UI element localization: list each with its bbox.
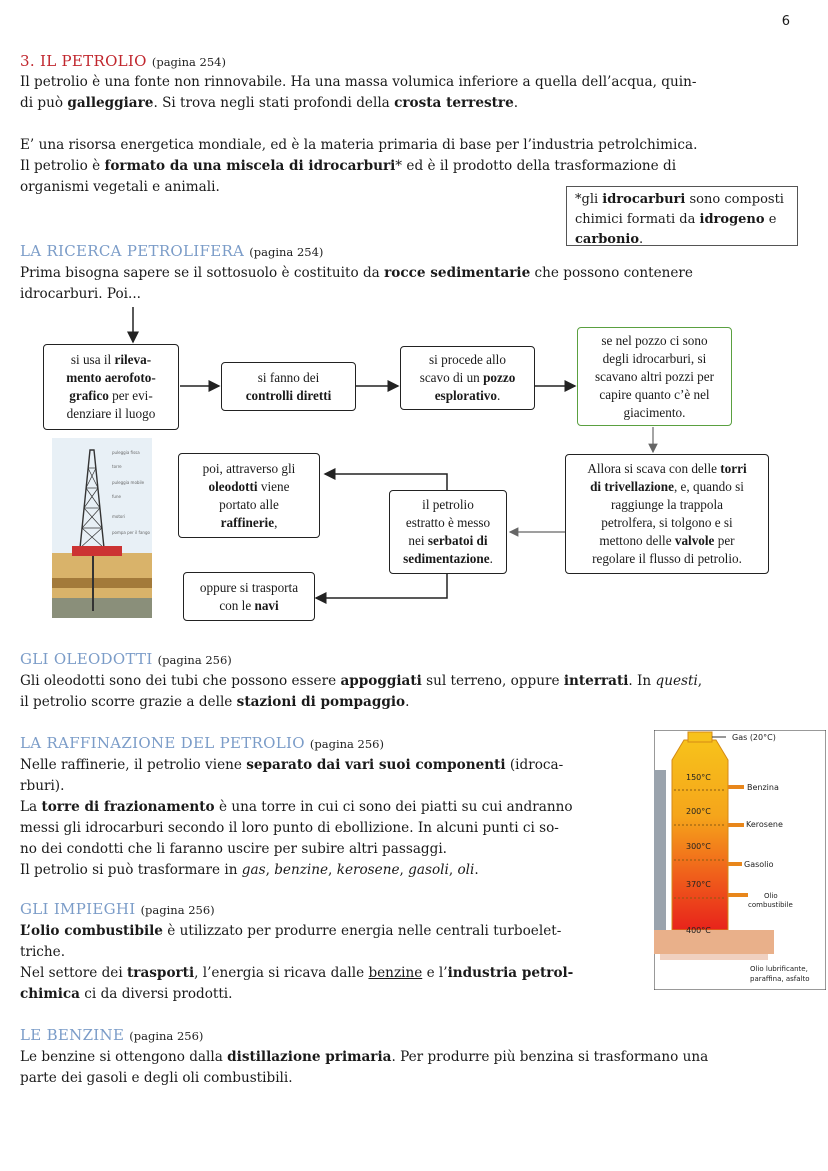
drilling-tower-illustration [52,438,152,618]
arrow-b6-b8 [316,574,447,598]
flow-box-navi: oppure si trasporta con le navi [183,572,315,621]
paragraph-raffinazione: Nelle raffinerie, il petrolio viene separato dai vari suoi componenti (idroca- rburi). La torre di frazionamento è una torre in cui ci sono dei piatti su cui andranno messi gli idrocarburi secondo il loro punto di ebollizione. In alcuni punti ci so- no dei condotti che li faranno uscire per subire altri passaggi. Il petrolio si può trasformare in gas, benzine, kerosene, gasoli, oli. [20,757,573,878]
temp-200: 200°C [686,807,711,816]
tower-label-pompa: pompa per il fango [112,530,150,535]
footnote-box-idrocarburi: *gli idrocarburi sono composti chimici formati da idrogeno e carbonio. [566,186,798,246]
arrow-b6-b7 [325,474,447,490]
label-gasolio: Gasolio [744,860,774,869]
label-gas: Gas (20°C) [732,733,776,742]
temp-370: 370°C [686,880,711,889]
flow-box-serbatoi: il petrolio estratto è messo nei serbatoi di sedimentazione. [389,490,507,574]
section-title-oleodotti: GLI OLEODOTTI (pagina 256) [20,650,232,668]
tower-label-fune: fune [112,494,121,499]
temp-150: 150°C [686,773,711,782]
label-combustibile: combustibile [748,901,793,909]
page-number: 6 [781,14,790,29]
section-title-petrolio: 3. IL PETROLIO (pagina 254) [20,52,226,70]
label-paraffina: paraffina, asfalto [750,975,810,983]
tower-label-motori: motori [112,514,126,519]
flow-box-oleodotti: poi, attraverso gli oleodotti viene portato alle raffinerie, [178,453,320,538]
label-benzina: Benzina [747,783,779,792]
section-title-ricerca: LA RICERCA PETROLIFERA (pagina 254) [20,242,324,260]
paragraph-impieghi: L’olio combustibile è utilizzato per produrre energia nelle centrali turboelet- triche. Nel settore dei trasporti, l’energia si ricava dalle benzine e l’industria petrol- chimica ci da diversi prodotti. [20,923,574,1002]
paragraph-petrolio-1: Il petrolio è una fonte non rinnovabile. Ha una massa volumica inferiore a quella dell’acqua, quin- di può galleggiare. Si trova negli stati profondi della crosta terrestre. [20,74,697,111]
section-title-benzine: LE BENZINE (pagina 256) [20,1026,204,1044]
fractionating-tower-diagram [654,730,826,990]
tower-label-puleggia-mobile: puleggia mobile [112,480,145,485]
label-olio: Olio [764,892,778,900]
section-title-raffinazione: LA RAFFINAZIONE DEL PETROLIO (pagina 256) [20,734,384,752]
label-kerosene: Kerosene [746,820,783,829]
section-title-impieghi: GLI IMPIEGHI (pagina 256) [20,900,215,918]
label-lubrificante: Olio lubrificante, [750,965,808,973]
paragraph-oleodotti: Gli oleodotti sono dei tubi che possono essere appoggiati sul terreno, oppure interrati. In questi, il petrolio scorre grazie a delle stazioni di pompaggio. [20,673,703,710]
paragraph-petrolio-2: E’ una risorsa energetica mondiale, ed è la materia primaria di base per l’industria petrolchimica. Il petrolio è formato da una miscela di idrocarburi* ed è il prodotto della trasformazione di organismi vegetali e animali. [20,137,698,195]
temp-300: 300°C [686,842,711,851]
paragraph-benzine: Le benzine si ottengono dalla distillazione primaria. Per produrre più benzina si trasformano una parte dei gasoli e degli oli combustibili. [20,1049,709,1086]
flow-box-pozzo: si procede allo scavo di un pozzo esplorativo. [400,346,535,410]
flow-box-torri: Allora si scava con delle torri di trivellazione, e, quando si raggiunge la trappola petrolfera, si tolgono e si mettono delle valvole per regolare il flusso di petrolio. [565,454,769,574]
flow-box-altri-pozzi: se nel pozzo ci sono degli idrocarburi, si scavano altri pozzi per capire quanto c’è nel giacimento. [577,327,732,426]
flow-box-controlli: si fanno dei controlli diretti [221,362,356,411]
tower-label-torre: torre [112,464,122,469]
flow-box-rilevamento: si usa il rileva- mento aerofoto- grafico per evi- denziare il luogo [43,344,179,430]
tower-label-puleggia-fissa: puleggia fissa [112,450,140,455]
paragraph-ricerca: Prima bisogna sapere se il sottosuolo è costituito da rocce sedimentarie che possono contenere idrocarburi. Poi... [20,265,693,302]
temp-400: 400°C [686,926,711,935]
